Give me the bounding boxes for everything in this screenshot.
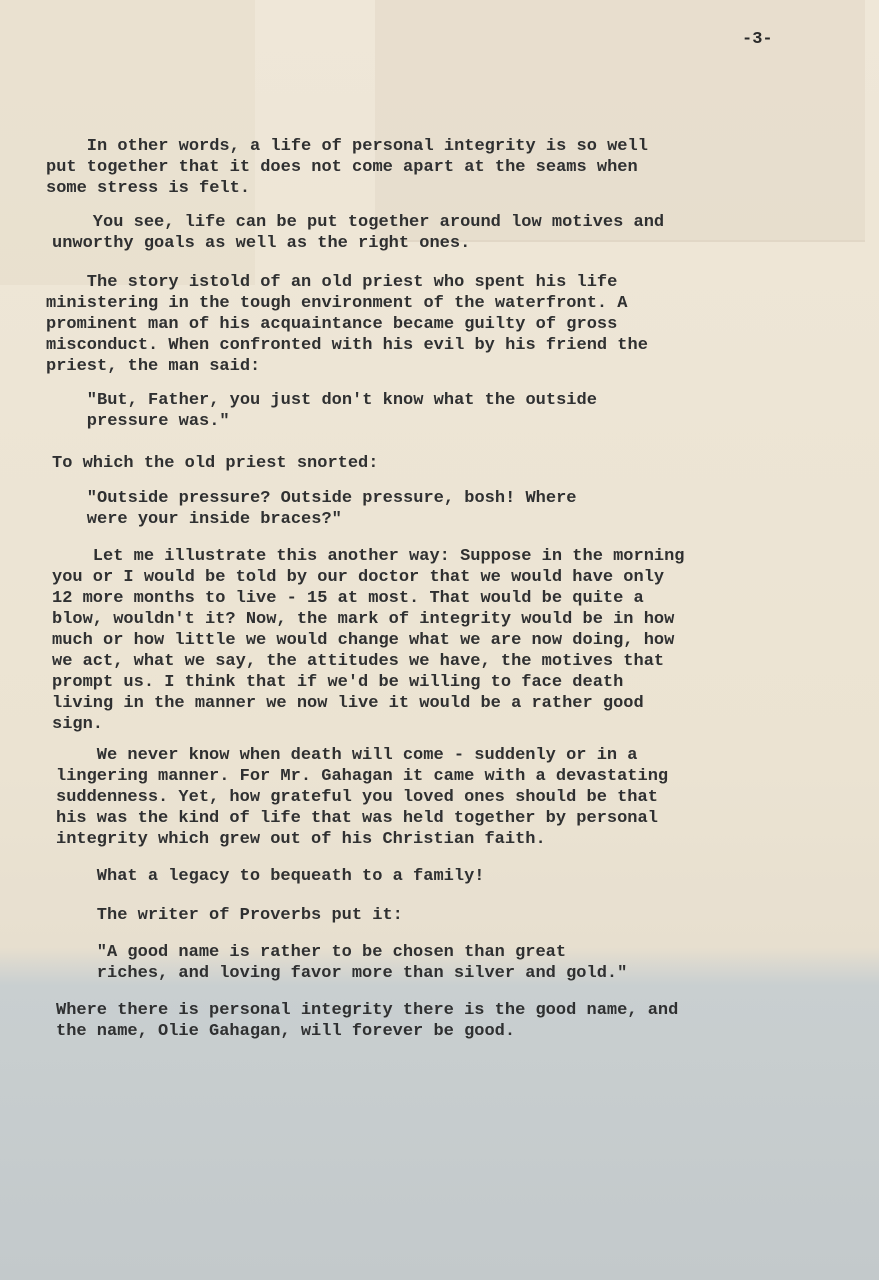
quote-proverbs: "A good name is rather to be chosen than great riches, and loving favor more than silver and gold." xyxy=(96,943,628,983)
bleed-through-clipping-right xyxy=(375,0,865,242)
paragraph-6: We never know when death will come - suddenly or in a lingering manner. For Mr. Gahagan it came with a devastating suddenness. Yet, how grateful you loved ones should be that his was the kind of life that was held together by personal integrity which grew out of his Christian faith. xyxy=(56,746,669,849)
quote-priest: "Outside pressure? Outside pressure, bosh! Where were your inside braces?" xyxy=(86,489,577,529)
paragraph-7: What a legacy to bequeath to a family! xyxy=(56,867,485,886)
quote-man: "But, Father, you just don't know what the outside pressure was." xyxy=(86,391,597,431)
paragraph-8: The writer of Proverbs put it: xyxy=(56,906,403,925)
paragraph-9: Where there is personal integrity there is the good name, and the name, Olie Gahagan, will forever be good. xyxy=(56,1001,679,1041)
page-number: -3- xyxy=(742,30,773,49)
paragraph-1: In other words, a life of personal integrity is so well put together that it does not come apart at the seams when some stress is felt. xyxy=(46,137,648,198)
paragraph-5: Let me illustrate this another way: Suppose in the morning you or I would be told by our doctor that we would have only 12 more months to live - 15 at most. That would be quite a blow, wouldn't it? Now, the mark of integrity would be in how much or how little we would change what we are now doing, how we act, what we say, the attitudes we have, the motives that prompt us. I think that if we'd be willing to face death living in the manner we now live it would be a rather good sign. xyxy=(52,547,685,734)
paragraph-4: To which the old priest snorted: xyxy=(52,454,379,473)
paragraph-2: You see, life can be put together around low motives and unworthy goals as well as the right ones. xyxy=(52,213,665,253)
paragraph-3: The story istold of an old priest who spent his life ministering in the tough environment of the waterfront. A prominent man of his acquaintance became guilty of gross misconduct. When confronted with his evil by his friend the priest, the man said: xyxy=(46,273,648,376)
